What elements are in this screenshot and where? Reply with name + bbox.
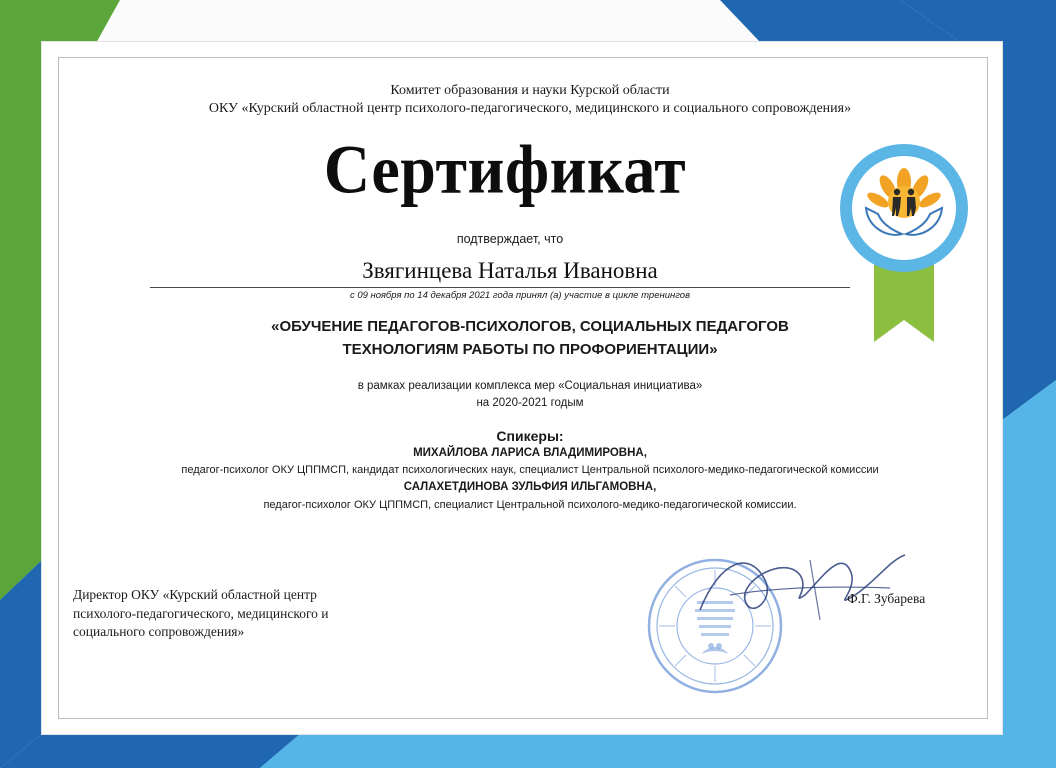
framework-line-2: на 2020-2021 годым xyxy=(476,397,584,409)
speaker-1-name: МИХАЙЛОВА ЛАРИСА ВЛАДИМИРОВНА, xyxy=(413,447,647,459)
director-block xyxy=(73,586,403,642)
framework-line-1: в рамках реализации комплекса мер «Социальная инициатива» xyxy=(357,380,703,392)
recipient-name: Звягинцева Наталья Ивановна xyxy=(362,258,658,283)
speakers-heading: Спикеры: xyxy=(496,428,564,444)
course-title-line-2: ТЕХНОЛОГИЯМ РАБОТЫ ПО ПРОФОРИЕНТАЦИИ» xyxy=(342,341,718,358)
speaker-1-description: педагог-психолог ОКУ ЦППМСП, кандидат психологических наук, специалист Центральной психолого-медико-педагогической комиссии xyxy=(181,464,879,476)
course-title-line-1: «ОБУЧЕНИЕ ПЕДАГОГОВ-ПСИХОЛОГОВ, СОЦИАЛЬНЫХ ПЕДАГОГОВ xyxy=(271,318,789,335)
speaker-2-name: САЛАХЕТДИНОВА ЗУЛЬФИЯ ИЛЬГАМОВНА, xyxy=(403,481,657,493)
director-line-3: социального сопровождения» xyxy=(73,624,245,639)
speaker-2-description: педагог-психолог ОКУ ЦППМСП, специалист Центральной психолого-медико-педагогической комиссии. xyxy=(263,499,797,511)
recipient-underline xyxy=(150,287,850,288)
director-line-1: Директор ОКУ «Курский областной центр xyxy=(73,587,317,602)
director-line-2: психолого-педагогического, медицинского и xyxy=(73,605,329,621)
sun-children-hands-icon xyxy=(838,142,970,342)
participation-dates: с 09 ноября по 14 декабря 2021 года принял (а) участие в цикле тренингов xyxy=(349,290,691,301)
committee-line: Комитет образования и науки Курской области xyxy=(390,83,670,98)
signer-name: Ф.Г. Зубарева xyxy=(847,591,926,606)
confirms-text: подтверждает, что xyxy=(456,232,564,246)
certificate-title: Сертификат xyxy=(323,131,687,208)
blue-band-bottom xyxy=(0,734,300,768)
organization-line: ОКУ «Курский областной центр психолого-педагогического, медицинского и социального сопровождения» xyxy=(208,101,852,116)
signature-scribble xyxy=(690,540,920,640)
